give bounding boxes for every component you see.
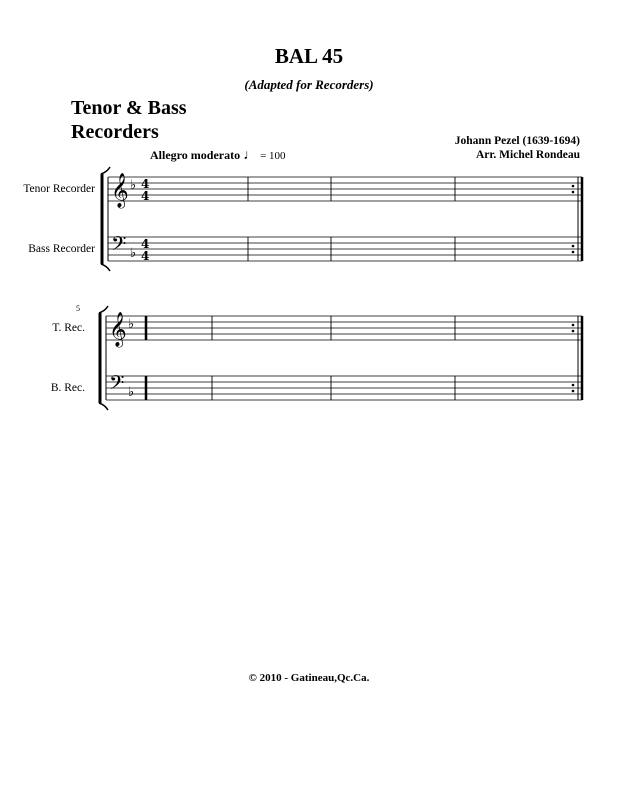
tempo-text: Allegro moderato (150, 148, 241, 162)
repeat-dot (572, 245, 575, 248)
treble-clef-icon: 𝄞 (109, 312, 127, 347)
bracket-top-hook (101, 167, 110, 174)
score-title: BAL 45 (274, 44, 344, 68)
bracket-top-hook (99, 306, 108, 313)
bass-clef-icon: 𝄢 (111, 232, 127, 260)
instrumentation-line-1: Tenor & Bass (71, 97, 187, 119)
repeat-dot (572, 330, 575, 333)
bass-clef-icon: 𝄢 (109, 371, 125, 399)
system-1 (101, 167, 582, 271)
key-signature-flat: ♭ (130, 178, 137, 193)
arranger: Arr. Michel Rondeau (475, 149, 580, 161)
time-signature-numerator: 4 (141, 237, 150, 251)
repeat-dot (572, 324, 575, 327)
repeat-dot (572, 251, 575, 254)
staff-label-bass: Bass Recorder (28, 243, 95, 255)
time-signature-numerator: 4 (141, 177, 150, 191)
bracket-bottom-hook (101, 264, 110, 271)
repeat-dot (572, 191, 575, 194)
bracket-bottom-hook (99, 403, 108, 410)
quarter-note-icon: ♩ (243, 148, 258, 163)
instrumentation-line-2: Recorders (71, 121, 159, 143)
staff-label-t-rec: T. Rec. (52, 322, 85, 334)
key-signature-flat: ♭ (128, 385, 135, 400)
time-signature-denominator: 4 (141, 189, 150, 203)
staff-label-b-rec: B. Rec. (50, 382, 85, 394)
system-measure-number: 5 (76, 304, 80, 313)
time-signature-denominator: 4 (141, 249, 150, 263)
key-signature-flat: ♭ (130, 246, 137, 261)
repeat-dot (572, 390, 575, 393)
staff-label-tenor: Tenor Recorder (23, 183, 95, 195)
repeat-dot (572, 185, 575, 188)
repeat-dot (572, 384, 575, 387)
copyright-footer: © 2010 - Gatineau,Qc.Ca. (248, 672, 370, 684)
treble-clef-icon: 𝄞 (111, 173, 129, 208)
tempo-bpm: = 100 (260, 150, 286, 162)
system-2 (99, 306, 582, 410)
key-signature-flat: ♭ (128, 317, 135, 332)
score-subtitle: (Adapted for Recorders) (244, 77, 374, 92)
composer: Johann Pezel (1639-1694) (454, 135, 580, 147)
